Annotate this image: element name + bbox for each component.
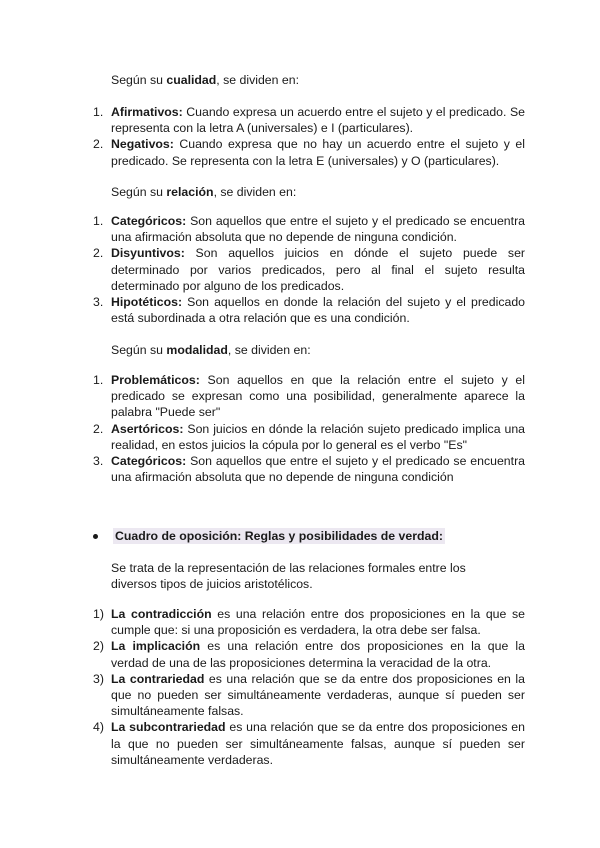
item-text: es una relación que se da entre dos proposiciones en la que no pueden ser simultáneamente verdaderas, aunque sí pueden ser simultáneamente falsas. [111,671,525,719]
list-item [93,421,525,453]
item-term: Hipotéticos: [111,295,183,310]
item-number: 1) [93,607,104,621]
list-item [93,136,525,168]
intro-suffix: , se dividen en: [213,185,297,199]
item-number: 4) [93,720,104,735]
item-term: La subcontrariedad [111,720,226,735]
item-number: 1. [93,373,104,387]
item-text: Cuando expresa que no hay un acuerdo entre el sujeto y el predicado. Se representa con la letra E (universales) y O (particulares). [111,137,525,168]
list-item [93,245,525,294]
item-number: 1. [93,214,104,228]
item-number: 2) [93,639,104,654]
item-text: Son aquellos en que la relación entre el sujeto y el predicado se expresan como una posibilidad, generalmente aparece la palabra "Puede ser" [111,373,525,420]
intro-prefix: Según su [111,73,167,87]
section-intro-relacion [111,184,531,200]
item-text: es una relación entre dos proposiciones en la que la verdad de una de las proposiciones determina la veracidad de la otra. [111,639,525,670]
list-item [93,606,525,638]
bullet-description: Se trata de la representación de las relaciones formales entre los diversos tipos de juicios aristotélicos. [111,561,466,592]
item-term: Afirmativos: [111,105,183,119]
item-text: Son aquellos juicios en dónde el sujeto puede ser determinado por varios predicados, pero al final el sujeto resulta determinado por alguno de los predicados. [111,246,525,293]
intro-prefix: Según su [111,185,167,199]
item-text: es una relación entre dos proposiciones en la que se cumple que: si una proposición es verdadera, la otra debe ser falsa. [111,607,525,638]
item-term: La contrariedad [111,671,205,686]
item-number: 2. [93,421,104,436]
intro-term: cualidad [166,73,217,87]
list-item [93,372,525,421]
section-intro-modalidad [111,342,531,358]
item-number: 3) [93,671,104,686]
item-term: La implicación [111,639,201,654]
item-text: Cuando expresa un acuerdo entre el sujeto y el predicado. Se representa con la letra A (universales) e I (particulares). [111,105,525,136]
intro-suffix: , se dividen en: [227,343,311,357]
intro-prefix: Según su [111,343,167,357]
list-item [93,294,525,326]
list-relacion [93,213,525,326]
list-relaciones [93,606,525,768]
list-item [93,671,525,720]
item-number: 3. [93,454,104,469]
item-term: La contradicción [111,607,212,621]
list-item [93,719,525,768]
item-text: Son aquellos que entre el sujeto y el predicado se encuentra una afirmación absoluta que no depende de ninguna condición. [111,214,525,245]
list-modalidad [93,372,525,485]
item-term: Asertóricos: [111,421,184,436]
item-term: Problemáticos: [111,373,200,387]
intro-term: modalidad [166,343,228,357]
list-item [93,638,525,670]
intro-term: relación [166,185,214,199]
item-text: es una relación que se da entre dos proposiciones en la que no pueden ser simultáneamente falsas, aunque sí pueden ser simultáneamente verdaderas. [111,720,525,767]
item-text: Son aquellos en donde la relación del sujeto y el predicado está subordinada a otra relación que es una condición. [111,295,525,326]
item-term: Categóricos: [111,214,187,228]
item-text: Son aquellos que entre el sujeto y el predicado se encuentra una afirmación absoluta que no depende de ninguna condición [111,454,525,485]
item-number: 3. [93,295,104,310]
list-item [93,453,525,485]
item-number: 2. [93,246,104,261]
intro-suffix: , se dividen en: [216,73,299,87]
list-cualidad [93,104,525,169]
list-item [93,213,525,245]
item-number: 1. [93,105,104,119]
item-term: Disyuntivos: [111,246,185,261]
item-text: Son juicios en dónde la relación sujeto predicado implica una realidad, en estos juicios la cópula por lo general es el verbo "Es" [111,421,525,452]
bullet-title: Cuadro de oposición: Reglas y posibilidades de verdad: [115,529,443,543]
item-number: 2. [93,137,104,152]
bullet-dot-icon [93,534,98,539]
list-item [93,104,525,136]
item-term: Categóricos: [111,454,187,469]
section-intro-cualidad [111,72,531,88]
item-term: Negativos: [111,137,174,152]
